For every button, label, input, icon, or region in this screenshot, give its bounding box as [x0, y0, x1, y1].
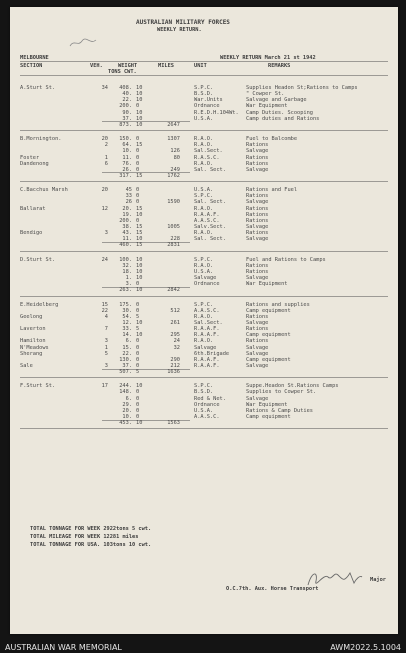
document-page [10, 7, 398, 634]
cell-cwt: 10 [136, 109, 143, 116]
cell-tons: 64. [122, 142, 132, 149]
cell-cwt: 10 [136, 383, 143, 390]
cell-unit: Sal.Sect. [194, 148, 223, 155]
subtotal-cell-tons: 263. [119, 287, 132, 294]
cell-tons: 90. [122, 109, 132, 116]
cell-remarks: Rations [246, 217, 269, 224]
cell-miles: 32 [173, 344, 180, 351]
cell-unit: R.A.O. [194, 160, 214, 167]
cell-vehicles: 7 [104, 326, 108, 333]
cell-unit: B.S.D. [194, 389, 214, 396]
cell-tons: 22. [122, 350, 132, 357]
cell-remarks: Salvage [246, 350, 269, 357]
subtotal-cell-tons: 507. [119, 369, 132, 376]
cell-miles: 1307 [167, 136, 180, 143]
cell-unit: R.A.O. [194, 142, 214, 149]
cell-cwt: 0 [136, 193, 140, 200]
cell-remarks: Supplies to Cowper St. [246, 389, 317, 396]
cell-unit: R.A.A.F. [194, 326, 220, 333]
signatory-rank: Major [370, 577, 386, 583]
cell-vehicles: 15 [101, 301, 108, 308]
cell-remarks: Salvage [246, 236, 269, 243]
cell-miles: 80 [173, 154, 180, 161]
col-header-tons-cwt: TONS CWT. [108, 69, 137, 75]
cell-tons: 12. [122, 319, 132, 326]
section-divider [20, 296, 388, 297]
cell-cwt: 0 [136, 148, 140, 155]
cell-cwt: 15 [136, 205, 143, 212]
cell-miles: 126 [170, 148, 180, 155]
cell-remarks: Suppe.Headon St.Rations Camps [246, 383, 339, 390]
cell-remarks: War Equipment [246, 103, 288, 110]
cell-cwt: 0 [136, 199, 140, 206]
cell-remarks: Salvage [246, 363, 269, 369]
cell-cwt: 15 [136, 142, 143, 149]
cell-remarks: Fuel and Rations to Camps [246, 256, 326, 263]
cell-remarks: Salvage [246, 275, 269, 282]
cell-cwt: 0 [136, 363, 140, 369]
cell-cwt: 10 [136, 91, 143, 98]
cell-tons: 200. [119, 103, 132, 110]
cell-cwt: 0 [136, 160, 140, 167]
cell-tons: 100. [119, 256, 132, 263]
cell-remarks: Salvage [246, 199, 269, 206]
cell-miles: 212 [170, 363, 180, 369]
cell-remarks: Camp equipment [246, 414, 291, 421]
subtotal-cell-miles: 1762 [167, 172, 180, 179]
cell-cwt: 0 [136, 217, 140, 224]
cell-cwt: 0 [136, 136, 140, 143]
cell-vehicles: 5 [104, 350, 108, 357]
cell-unit: S.P.C. [194, 85, 214, 91]
cell-cwt: 10 [136, 211, 143, 218]
cell-unit: R.A.O. [194, 205, 214, 212]
section-divider [20, 428, 388, 429]
cell-remarks: Salvage and Garbage [246, 97, 307, 104]
cell-remarks: Rations [246, 326, 269, 333]
col-header-weight: WEIGHT [118, 63, 138, 69]
cell-cwt: 10 [136, 85, 143, 91]
cell-cwt: 15 [136, 230, 143, 237]
cell-tons: 38. [122, 224, 132, 230]
subtotal-cell-miles: 2842 [167, 287, 180, 294]
cell-remarks: Rations [246, 205, 269, 212]
cell-vehicles: 17 [101, 383, 108, 390]
section-divider [20, 251, 388, 252]
cell-tons: 33 [125, 193, 132, 200]
cell-cwt: 5 [136, 313, 140, 320]
cell-unit: B.S.D. [194, 91, 214, 98]
cell-tons: 32. [122, 262, 132, 269]
cell-remarks: Camp Duties. Scooping [246, 109, 313, 116]
cell-remarks: Camp duties and Rations [246, 115, 320, 122]
cell-unit: R.A.O. [194, 338, 214, 345]
cell-section: Dandenong [20, 160, 49, 167]
cell-unit: Salvage [194, 275, 217, 282]
cell-tons: 150. [119, 136, 132, 143]
cell-section: B.Mornington. [20, 136, 62, 143]
cell-tons: 43. [122, 230, 132, 237]
cell-cwt: 0 [136, 301, 140, 308]
cell-section: Bendigo [20, 230, 43, 237]
cell-tons: 15. [122, 344, 132, 351]
cell-cwt: 5 [136, 326, 140, 333]
cell-section: E.Heidelberg [20, 301, 59, 308]
cell-tons: 6. [125, 395, 132, 402]
cell-cwt: 0 [136, 350, 140, 357]
cell-tons: 19. [122, 211, 132, 218]
cell-tons: 10. [122, 148, 132, 155]
cell-vehicles: 12 [101, 205, 108, 212]
cell-tons: 45 [125, 187, 132, 194]
col-header-remarks: REMARKS [268, 63, 291, 69]
cell-unit: S.P.C. [194, 193, 214, 200]
cell-tons: 1. [125, 275, 132, 282]
cell-remarks: Salvage [246, 166, 269, 173]
cell-cwt: 0 [136, 344, 140, 351]
cell-unit: Salv.Sect. [194, 224, 226, 230]
cell-unit: R.A.O. [194, 230, 214, 237]
cell-unit: R.E.D.H.104Wt. [194, 109, 239, 116]
cell-remarks: Salvage [246, 344, 269, 351]
cell-tons: 148. [119, 389, 132, 396]
cell-tons: 3. [125, 281, 132, 288]
cell-section: N'Meadows [20, 344, 49, 351]
cell-cwt: 0 [136, 281, 140, 288]
cell-remarks: Salvage [246, 319, 269, 326]
cell-vehicles: 20 [101, 187, 108, 194]
subtotal-cell-tons: 453. [119, 420, 132, 427]
cell-miles: 290 [170, 356, 180, 363]
total-tonnage-usa: TOTAL TONNAGE FOR USA. 103tons 10 cwt. [30, 542, 152, 548]
cell-cwt: 15 [136, 224, 143, 230]
cell-section: Foster [20, 154, 40, 161]
section-divider [20, 377, 388, 378]
cell-vehicles: 22 [101, 307, 108, 314]
cell-unit: U.S.A. [194, 115, 214, 122]
cell-cwt: 0 [136, 154, 140, 161]
cell-remarks: Rations [246, 142, 269, 149]
cell-tons: 76. [122, 160, 132, 167]
cell-tons: 40. [122, 91, 132, 98]
cell-tons: 14. [122, 332, 132, 339]
cell-unit: R.A.O. [194, 313, 214, 320]
cell-cwt: 0 [136, 307, 140, 314]
cell-unit: S.P.C. [194, 383, 214, 390]
cell-remarks: War Equipment [246, 401, 288, 408]
cell-vehicles: 24 [101, 256, 108, 263]
cell-unit: 6th.Brigade [194, 350, 230, 357]
cell-section: Sherang [20, 350, 43, 357]
cell-remarks: Camp equipment [246, 332, 291, 339]
cell-remarks: Rations and Fuel [246, 187, 298, 194]
cell-cwt: 0 [136, 356, 140, 363]
cell-cwt: 10 [136, 97, 143, 104]
subtotal-cell-cwt: 5 [136, 369, 140, 376]
cell-cwt: 10 [136, 268, 143, 275]
cell-cwt: 0 [136, 401, 140, 408]
cell-cwt: 10 [136, 256, 143, 263]
cell-vehicles: 4 [104, 313, 108, 320]
cell-unit: U.S.A. [194, 407, 214, 414]
archive-reference: AWM2022.5.1004 [330, 643, 401, 652]
cell-vehicles: 1 [104, 344, 108, 351]
cell-section: Ballarat [20, 205, 46, 212]
cell-tons: 11. [122, 236, 132, 243]
cell-vehicles: 6 [104, 160, 108, 167]
cell-remarks: Rations & Camp Duties [246, 407, 313, 414]
cell-remarks: Rations [246, 193, 269, 200]
col-header-unit: UNIT [194, 63, 207, 69]
cell-section: Sale [20, 363, 33, 369]
cell-remarks: " Cowper St. [246, 91, 285, 98]
cell-miles: 228 [170, 236, 180, 243]
cell-tons: 22. [122, 97, 132, 104]
cell-unit: S.P.C. [194, 301, 214, 308]
document-heading: AUSTRALIAN MILITARY FORCES [136, 19, 230, 26]
cell-tons: 11. [122, 154, 132, 161]
cell-miles: 24 [173, 338, 180, 345]
cell-vehicles: 2 [104, 142, 108, 149]
total-mileage: TOTAL MILEAGE FOR WEEK 12281 miles [30, 534, 139, 540]
cell-remarks: Rations [246, 160, 269, 167]
cell-remarks: Rations [246, 230, 269, 237]
subtotal-cell-miles: 1636 [167, 369, 180, 376]
cell-section: Hamilton [20, 338, 46, 345]
total-tonnage: TOTAL TONNAGE FOR WEEK 2922tons 5 cwt. [30, 526, 152, 532]
cell-cwt: 10 [136, 262, 143, 269]
cell-tons: 33. [122, 326, 132, 333]
cell-remarks: Rations and supplies [246, 301, 310, 308]
signatory-title: O.C.7th. Aux. Horse Transport [226, 586, 319, 592]
cell-unit: A.A.S.C. [194, 414, 220, 421]
cell-tons: 18. [122, 268, 132, 275]
cell-remarks: Rations [246, 313, 269, 320]
cell-unit: Sal. Sect. [194, 236, 226, 243]
cell-vehicles: 1 [104, 154, 108, 161]
cell-remarks: Rations [246, 262, 269, 269]
cell-miles: 261 [170, 319, 180, 326]
cell-unit: Sal.Sect. [194, 319, 223, 326]
cell-unit: Ordnance [194, 401, 220, 408]
subtotal-cell-miles: 2647 [167, 121, 180, 128]
return-date: WEEKLY RETURN March 21 st 1942 [220, 55, 316, 61]
cell-section: A.Sturt St. [20, 85, 56, 91]
cell-unit: R.A.O. [194, 262, 214, 269]
cell-remarks: Camp equipment [246, 307, 291, 314]
cell-miles: 1005 [167, 224, 180, 230]
cell-cwt: 0 [136, 389, 140, 396]
subtotal-cell-cwt: 15 [136, 242, 143, 249]
cell-remarks: Rations [246, 338, 269, 345]
cell-remarks: Camp equipment [246, 356, 291, 363]
col-header-section: SECTION [20, 63, 43, 69]
cell-remarks: Salvage [246, 395, 269, 402]
pencil-annotation-mark [68, 37, 98, 49]
cell-remarks: Rations [246, 211, 269, 218]
cell-cwt: 0 [136, 407, 140, 414]
document-subheading: WEEKLY RETURN. [157, 27, 202, 33]
cell-tons: 54. [122, 313, 132, 320]
subtotal-cell-miles: 2831 [167, 242, 180, 249]
cell-vehicles: 34 [101, 85, 108, 91]
cell-cwt: 0 [136, 395, 140, 402]
cell-remarks: Supplies Headon St;Rations to Camps [246, 85, 358, 91]
cell-cwt: 10 [136, 115, 143, 122]
cell-cwt: 10 [136, 319, 143, 326]
cell-tons: 26 [125, 199, 132, 206]
cell-section: Geelong [20, 313, 43, 320]
cell-section: Laverton [20, 326, 46, 333]
archive-name: AUSTRALIAN WAR MEMORIAL [5, 643, 122, 652]
cell-section: F.Sturt St. [20, 383, 56, 390]
cell-unit: Ordnance [194, 103, 220, 110]
subtotal-cell-miles: 1563 [167, 420, 180, 427]
subtotal-cell-tons: 460. [119, 242, 132, 249]
section-divider [20, 181, 388, 182]
cell-unit: Ordnance [194, 281, 220, 288]
cell-vehicles: 3 [104, 363, 108, 369]
cell-tons: 175. [119, 301, 132, 308]
header-rule [20, 61, 388, 62]
cell-tons: 37. [122, 115, 132, 122]
cell-tons: 37. [122, 363, 132, 369]
subtotal-cell-cwt: 10 [136, 420, 143, 427]
cell-unit: R.A.O. [194, 136, 214, 143]
subtotal-cell-cwt: 15 [136, 172, 143, 179]
cell-remarks: Rations [246, 154, 269, 161]
cell-unit: U.S.A. [194, 187, 214, 194]
cell-tons: 6. [125, 338, 132, 345]
subtotal-cell-tons: 317. [119, 172, 132, 179]
col-header-veh: VEH. [90, 63, 103, 69]
subtotal-cell-cwt: 10 [136, 121, 143, 128]
cell-unit: Sal. Sect. [194, 166, 226, 173]
cell-miles: 1590 [167, 199, 180, 206]
unit-location: MELBOURNE [20, 55, 49, 61]
cell-vehicles: 3 [104, 230, 108, 237]
cell-remarks: Salvage [246, 224, 269, 230]
cell-unit: Sal. Sect. [194, 199, 226, 206]
cell-unit: U.S.A. [194, 268, 214, 275]
cell-cwt: 0 [136, 187, 140, 194]
cell-tons: 10. [122, 414, 132, 421]
cell-cwt: 10 [136, 332, 143, 339]
cell-tons: 20. [122, 205, 132, 212]
cell-unit: A.A.S.C. [194, 217, 220, 224]
cell-remarks: Fuel to Balcombe [246, 136, 298, 143]
cell-unit: R.A.A.F. [194, 211, 220, 218]
cell-miles: 249 [170, 166, 180, 173]
cell-cwt: 0 [136, 338, 140, 345]
cell-tons: 20. [122, 407, 132, 414]
cell-miles: 512 [170, 307, 180, 314]
cell-cwt: 0 [136, 103, 140, 110]
subtotal-cell-tons: 873. [119, 121, 132, 128]
cell-tons: 26. [122, 166, 132, 173]
header-rule-bottom [20, 75, 388, 76]
cell-unit: A.A.S.C. [194, 307, 220, 314]
cell-unit: R.A.A.F. [194, 363, 220, 369]
cell-cwt: 10 [136, 275, 143, 282]
cell-remarks: Salvage [246, 148, 269, 155]
cell-section: C.Bacchus Marsh [20, 187, 68, 194]
cell-vehicles: 3 [104, 338, 108, 345]
cell-unit: Salvage [194, 344, 217, 351]
cell-tons: 29. [122, 401, 132, 408]
cell-tons: 30. [122, 307, 132, 314]
cell-tons: 130. [119, 356, 132, 363]
cell-miles: 295 [170, 332, 180, 339]
cell-remarks: Rations [246, 268, 269, 275]
cell-unit: R.A.A.F. [194, 332, 220, 339]
cell-tons: 408. [119, 85, 132, 91]
cell-unit: War.Units [194, 97, 223, 104]
cell-cwt: 10 [136, 236, 143, 243]
col-header-miles: MILES [158, 63, 174, 69]
section-divider [20, 130, 388, 131]
cell-tons: 200. [119, 217, 132, 224]
cell-unit: R.A.S.C. [194, 154, 220, 161]
cell-unit: R.A.A.F. [194, 356, 220, 363]
cell-cwt: 0 [136, 414, 140, 421]
cell-unit: S.P.C. [194, 256, 214, 263]
cell-unit: Red & Net. [194, 395, 226, 402]
subtotal-cell-cwt: 10 [136, 287, 143, 294]
cell-vehicles: 20 [101, 136, 108, 143]
cell-section: D.Sturt St. [20, 256, 56, 263]
archive-footer [0, 642, 406, 653]
cell-tons: 244. [119, 383, 132, 390]
cell-remarks: War Equipment [246, 281, 288, 288]
cell-cwt: 0 [136, 166, 140, 173]
